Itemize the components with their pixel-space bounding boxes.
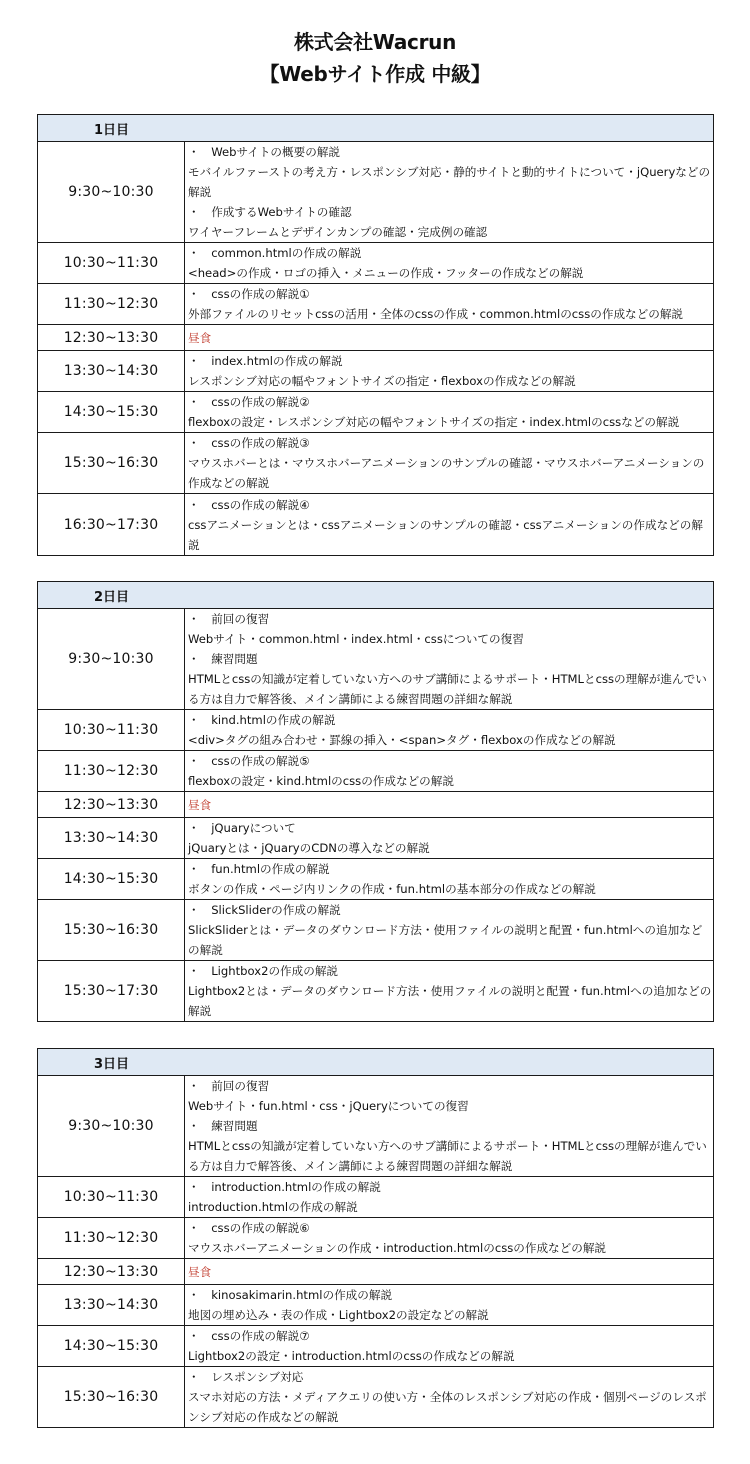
session-time: 12:30~13:30	[38, 792, 185, 818]
session-time: 10:30~11:30	[38, 243, 185, 284]
session-row	[38, 751, 714, 792]
session-detail: Webサイト・common.html・index.html・cssについての復習	[188, 632, 524, 646]
session-time: 9:30~10:30	[38, 609, 185, 710]
session-row	[38, 900, 714, 961]
session-topic: ・ introduction.htmlの作成の解説	[188, 1180, 381, 1194]
day-header-row	[38, 115, 714, 142]
session-description	[185, 961, 714, 1022]
session-time: 15:30~16:30	[38, 900, 185, 961]
session-description	[185, 351, 714, 392]
session-detail: Lightbox2の設定・introduction.htmlのcssの作成などの解説	[188, 1349, 515, 1363]
session-time: 15:30~16:30	[38, 1367, 185, 1428]
session-detail: ワイヤーフレームとデザインカンプの確認・完成例の確認	[188, 225, 488, 239]
session-topic: ・ index.htmlの作成の解説	[188, 354, 343, 368]
session-detail: 外部ファイルのリセットcssの活用・全体のcssの作成・common.htmlのcssの作成などの解説	[188, 307, 684, 321]
day-header-row	[38, 582, 714, 609]
session-description	[185, 392, 714, 433]
session-topic: ・ cssの作成の解説⑦	[188, 1329, 310, 1343]
session-row	[38, 494, 714, 556]
session-row	[38, 1218, 714, 1259]
session-time: 14:30~15:30	[38, 1326, 185, 1367]
session-description	[185, 1326, 714, 1367]
session-description	[185, 494, 714, 556]
session-row	[38, 1076, 714, 1177]
session-detail: マウスホバーアニメーションの作成・introduction.htmlのcssの作成などの解説	[188, 1241, 607, 1255]
session-detail: スマホ対応の方法・メディアクエリの使い方・全体のレスポンシブ対応の作成・個別ページのレスポンシブ対応の作成などの解説	[188, 1390, 707, 1424]
session-detail: Webサイト・fun.html・css・jQueryについての復習	[188, 1099, 469, 1113]
session-detail: レスポンシブ対応の幅やフォントサイズの指定・flexboxの作成などの解説	[188, 374, 576, 388]
session-detail: SlickSliderとは・データのダウンロード方法・使用ファイルの説明と配置・fun.htmlへの追加などの解説	[188, 923, 703, 957]
session-topic: ・ cssの作成の解説③	[188, 436, 310, 450]
session-detail: <div>タグの組み合わせ・罫線の挿入・<span>タグ・flexboxの作成などの解説	[188, 733, 616, 747]
session-description	[185, 1218, 714, 1259]
session-time: 11:30~12:30	[38, 1218, 185, 1259]
session-topic: ・ common.htmlの作成の解説	[188, 246, 362, 260]
session-description	[185, 818, 714, 859]
session-description	[185, 751, 714, 792]
session-topic: ・ 練習問題	[188, 1119, 258, 1133]
session-description	[185, 1367, 714, 1428]
session-row	[38, 609, 714, 710]
session-time: 10:30~11:30	[38, 1177, 185, 1218]
session-time: 9:30~10:30	[38, 1076, 185, 1177]
session-row	[38, 243, 714, 284]
session-description	[185, 1076, 714, 1177]
document-title	[0, 26, 750, 90]
session-topic: ・ cssの作成の解説②	[188, 395, 310, 409]
session-topic: ・ fun.htmlの作成の解説	[188, 862, 330, 876]
session-description	[185, 1259, 714, 1285]
session-detail: HTMLとcssの知識が定着していない方へのサブ講師によるサポート・HTMLとcssの理解が進んでいる方は自力で解答後、メイン講師による練習問題の詳細な解説	[188, 672, 707, 706]
session-detail: 地図の埋め込み・表の作成・Lightbox2の設定などの解説	[188, 1308, 489, 1322]
session-row	[38, 859, 714, 900]
session-time: 11:30~12:30	[38, 751, 185, 792]
session-description	[185, 710, 714, 751]
session-row	[38, 710, 714, 751]
session-detail: flexboxの設定・kind.htmlのcssの作成などの解説	[188, 774, 454, 788]
day-label: 2日目	[38, 582, 714, 609]
day-3-schedule-table	[37, 1048, 714, 1428]
session-topic: ・ 前回の復習	[188, 1079, 270, 1093]
course-name: 【Webサイト作成 中級】	[259, 62, 491, 86]
session-description	[185, 900, 714, 961]
lunch-row	[38, 1259, 714, 1285]
session-topic: ・ レスポンシブ対応	[188, 1370, 304, 1384]
session-detail: cssアニメーションとは・cssアニメーションのサンプルの確認・cssアニメーションの作成などの解説	[188, 517, 703, 552]
session-time: 11:30~12:30	[38, 284, 185, 325]
session-row	[38, 392, 714, 433]
session-time: 14:30~15:30	[38, 859, 185, 900]
session-topic: ・ 練習問題	[188, 652, 258, 666]
session-topic: ・ cssの作成の解説④	[188, 497, 310, 512]
session-row	[38, 142, 714, 243]
session-description	[185, 792, 714, 818]
session-row	[38, 1326, 714, 1367]
session-description	[185, 325, 714, 351]
session-detail: マウスホバーとは・マウスホバーアニメーションのサンプルの確認・マウスホバーアニメーションの作成などの解説	[188, 456, 705, 490]
lunch-label: 昼食	[188, 330, 212, 345]
session-time: 12:30~13:30	[38, 325, 185, 351]
session-description	[185, 1285, 714, 1326]
session-row	[38, 433, 714, 494]
session-row	[38, 818, 714, 859]
session-time: 13:30~14:30	[38, 351, 185, 392]
session-topic: ・ 作成するWebサイトの確認	[188, 205, 352, 219]
session-time: 13:30~14:30	[38, 818, 185, 859]
session-detail: ボタンの作成・ページ内リンクの作成・fun.htmlの基本部分の作成などの解説	[188, 882, 596, 896]
session-time: 10:30~11:30	[38, 710, 185, 751]
session-description	[185, 609, 714, 710]
session-description	[185, 859, 714, 900]
day-2-schedule-table	[37, 581, 714, 1022]
session-detail: jQuaryとは・jQuaryのCDNの導入などの解説	[188, 841, 430, 855]
day-label: 1日目	[38, 115, 714, 142]
session-topic: ・ cssの作成の解説⑥	[188, 1221, 310, 1235]
session-description	[185, 1177, 714, 1218]
session-row	[38, 1285, 714, 1326]
session-detail: HTMLとcssの知識が定着していない方へのサブ講師によるサポート・HTMLとcssの理解が進んでいる方は自力で解答後、メイン講師による練習問題の詳細な解説	[188, 1139, 707, 1173]
session-detail: flexboxの設定・レスポンシブ対応の幅やフォントサイズの指定・index.htmlのcssなどの解説	[188, 415, 680, 429]
day-1-schedule-table	[37, 114, 714, 556]
session-time: 13:30~14:30	[38, 1285, 185, 1326]
session-row	[38, 1367, 714, 1428]
session-time: 15:30~16:30	[38, 433, 185, 494]
session-description	[185, 243, 714, 284]
lunch-label: 昼食	[188, 797, 212, 812]
session-time: 16:30~17:30	[38, 494, 185, 556]
lunch-row	[38, 325, 714, 351]
session-row	[38, 284, 714, 325]
session-time: 12:30~13:30	[38, 1259, 185, 1285]
session-topic: ・ kind.htmlの作成の解説	[188, 713, 336, 727]
session-topic: ・ 前回の復習	[188, 612, 270, 626]
session-topic: ・ cssの作成の解説⑤	[188, 754, 310, 768]
day-label: 3日目	[38, 1049, 714, 1076]
company-name: 株式会社Wacrun	[293, 30, 457, 54]
session-topic: ・ jQuaryについて	[188, 821, 296, 835]
session-row	[38, 961, 714, 1022]
session-time: 14:30~15:30	[38, 392, 185, 433]
session-detail: introduction.htmlの作成の解説	[188, 1200, 358, 1214]
lunch-row	[38, 792, 714, 818]
session-detail: モバイルファーストの考え方・レスポンシブ対応・静的サイトと動的サイトについて・jQueryなどの解説	[188, 165, 711, 199]
session-row	[38, 351, 714, 392]
session-detail: <head>の作成・ロゴの挿入・メニューの作成・フッターの作成などの解説	[188, 266, 584, 280]
session-topic: ・ Lightbox2の作成の解説	[188, 964, 339, 978]
session-time: 9:30~10:30	[38, 142, 185, 243]
session-description	[185, 433, 714, 494]
session-topic: ・ kinosakimarin.htmlの作成の解説	[188, 1288, 393, 1302]
session-description	[185, 142, 714, 243]
lunch-label: 昼食	[188, 1264, 212, 1279]
session-row	[38, 1177, 714, 1218]
session-topic: ・ SlickSliderの作成の解説	[188, 903, 341, 917]
session-description	[185, 284, 714, 325]
session-time: 15:30~17:30	[38, 961, 185, 1022]
session-detail: Lightbox2とは・データのダウンロード方法・使用ファイルの説明と配置・fun.htmlへの追加などの解説	[188, 984, 712, 1018]
session-topic: ・ Webサイトの概要の解説	[188, 145, 340, 159]
session-topic: ・ cssの作成の解説①	[188, 287, 310, 301]
day-header-row	[38, 1049, 714, 1076]
